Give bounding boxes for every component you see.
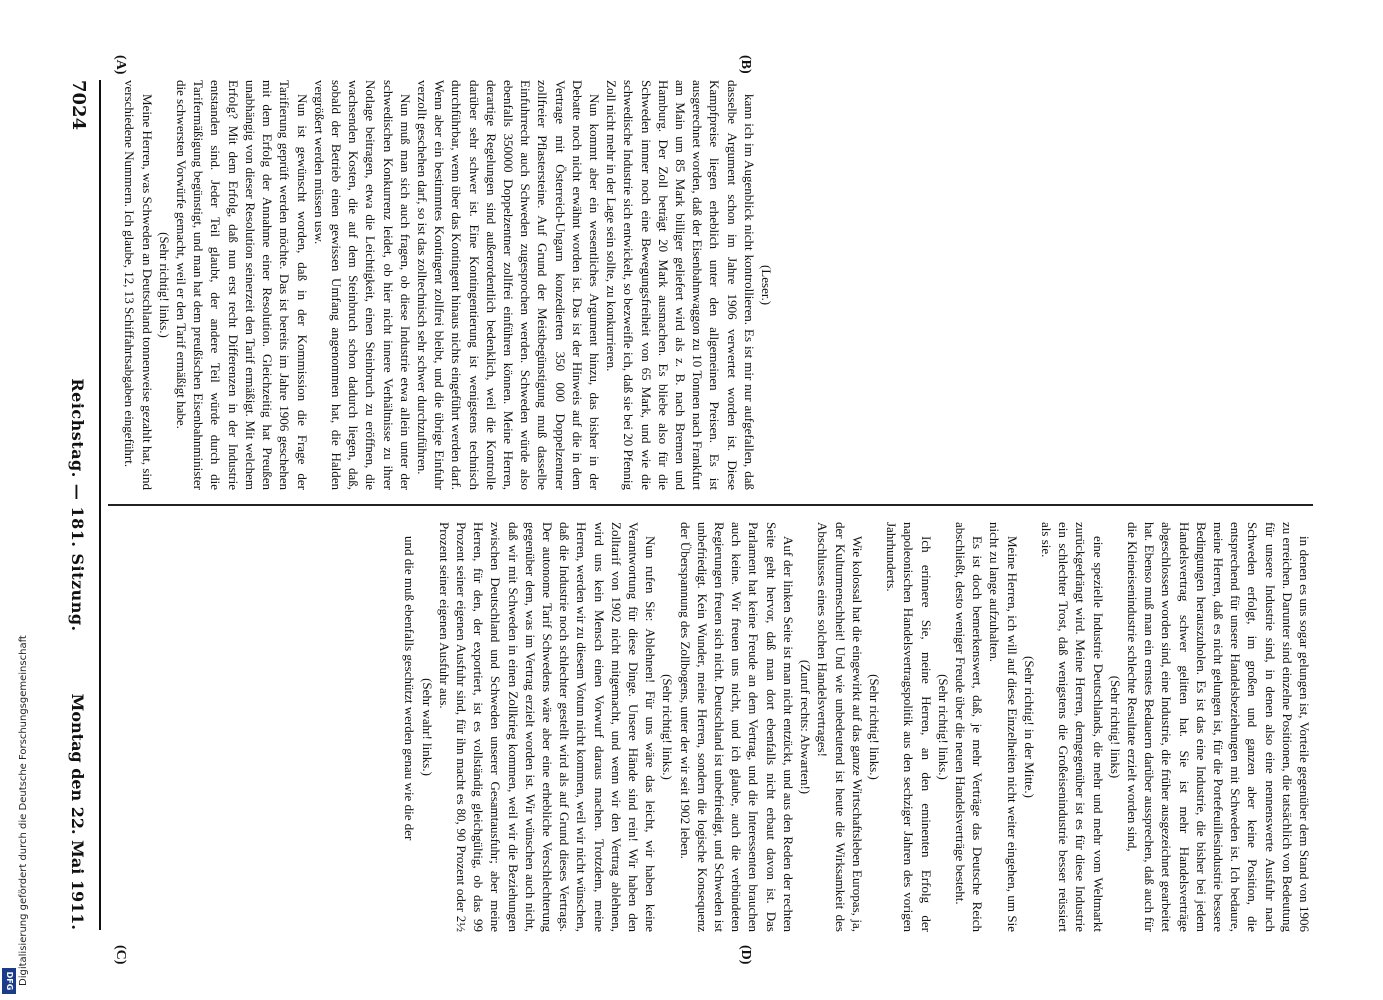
header-rule <box>99 80 101 930</box>
interjection: (Sehr wahr! links.) <box>419 678 435 776</box>
paragraph: Nun kommt aber ein wesentliches Argument hinzu, das bisher in der Debatte noch nicht erwähnt worden ist. Das ist der Hinweis auf die in dem Vertrage mit Österreich-Ungarn konzedierten 350 000 Doppelzentner zollfreier Pflastersteine. Auf Grund der Meistbegünstigung muß dasselbe Einfuhrrecht auch Schweden zugesprochen werden. Schweden würde also ebenfalls 350000 Doppelzentner zollfrei einführen können. Meine Herren, derartige Regelungen sind außerordentlich bedenklich, weil die Kontrolle darüber sehr schwer ist. Eine Kontingentierung ist wenigstens technisch durchführbar, wenn über das Kontingent hinaus nichts eingeführt werden darf. Wenn aber ein bestimmtes Kontingent zollfrei bleibt, und die übrige Einfuhr verzollt geschehen darf, so ist das zolltechnisch sehr schwer durchzuführen. <box>414 80 602 490</box>
dfg-logo-text: DFG <box>5 971 14 991</box>
margin-mark-d: (D) <box>738 945 753 965</box>
interjection: (Sehr richtig! in der Mitte.) <box>1021 656 1037 798</box>
digitization-credit <box>4 610 29 1000</box>
paragraph: kann ich im Augenblick nicht kontrollieren. Es ist mir nur aufgefallen, daß dasselbe Argument schon im Jahre 1906 verwertet worden ist. Diese Kampfpreise liegen erheblich unter den allgemeinen Preisen. Es ist ausgerechnet worden, daß der Eisenbahnwaggon zu 10 Tonnen nach Frankfurt am Main um 85 Mark billiger geliefert wird als z. B. nach Bremen und Hamburg. Der Zoll beträgt 20 Mark ausmachen. Es bliebe also für die Schweden immer noch eine Bewegungsfreiheit von 65 Mark, und wie die schwedische Industrie sich entwickelt, so bezweifle ich, daß sie bei 20 Pfennig Zoll nicht mehr in der Lage sein sollte, zu konkurrieren. <box>604 80 757 490</box>
speaker-tag: (Leser.) <box>759 264 774 306</box>
margin-mark-a: (A) <box>113 55 128 75</box>
page-number: 7024 <box>68 80 89 131</box>
paragraph: Meine Herren, ich will auf diese Einzelheiten nicht weiter eingehen, um Sie nicht zu lange aufzuhalten. <box>987 522 1020 932</box>
paragraph: Meine Herren, was Schweden an Deutschland tonnenweise gezahlt hat, sind verschiedene Nummern. Ich glaube, 12, 13 Schiffahrtsabgaben eingeführt. <box>122 80 155 490</box>
column-divider <box>108 504 1313 506</box>
margin-mark-b: (B) <box>738 55 753 74</box>
paragraph: eine spezielle Industrie Deutschlands, die mehr und mehr vom Weltmarkt zurückgedrängt wird. Meine Herren, demgegenüber ist es für diese Industrie ein schlechter Trost, daß wenigstens die Großeisenindustrie besser reüssiert als sie. <box>1038 522 1106 932</box>
interjection: (Sehr richtig! links.) <box>866 674 882 780</box>
interjection: (Sehr richtig! links.) <box>660 674 676 780</box>
paragraph: in denen es uns sogar gelungen ist, Vorteile gegenüber dem Stand von 1906 zu erreichen. Darunter sind einzelne Positionen, die tatsächlich von Bedeutung für unsere Industrie sind, in denen also eine nennenswerte Ausfuhr nach Schweden erfolgt, im großen und ganzen aber keine Position, die entsprechend für unsere Handelsbeziehungen mit Schweden ist. Ich bedaure, meine Herren, daß es nicht gelungen ist, für die Portefeuillesindustrie bessere Bedingungen herauszuholen. Es ist das eine Industrie, die bisher bei jedem Handelsvertrag schwer gelitten hat. Sie ist mehr Handelsverträge abgeschlossen worden sind, eine Industrie, die früher ausgezeichnet gearbeitet hat. Ebenso muß man ein ernstes Bedauern darüber aussprechen, daß auch für die Kleineisenindustrie schlechte Resultate erzielt worden sind, <box>1124 522 1312 932</box>
paragraph: Nun rufen Sie: Ablehnen! Für uns wäre das leicht, wir haben keine Verantwortung für diese Dinge. Unsere Hände sind rein! Wir haben den Zolltarif von 1902 nicht mitgemacht, und wenn wir den Vertrag ablehnen, wird uns kein Mensch einen Vorwurf daraus machen. Trotzdem, meine Herren, werden wir zu diesem Votum nicht kommen, weil wir nicht wünschen, daß die Industrie noch schlechter gestellt wird als auf Grund dieses Vertrags. Der autonome Tarif Schwedens wäre aber eine erhebliche Verschlechterung gegenüber dem, was im Vertrag erzielt worden ist. Wir wünschen auch nicht, daß wir mit Schweden in einen Zollkrieg kommen, weil wir die Beziehungen zwischen Deutschland und Schweden unserer Gesamtausfuhr; aber meine Herren, für den, der exportiert, ist es vollständig gleichgültig, ob das 99 Prozent seiner eigenen Ausfuhr sind, für ihn macht es 80, 90 Prozent oder 2½ Prozent seiner eigenen Ausfuhr aus. <box>436 522 659 932</box>
running-head: Reichstag. — 181. Sitzung. <box>68 378 87 632</box>
paragraph: Ich erinnere Sie, meine Herren, an den eminenten Erfolg der napoleonischen Handelsvertragspolitik aus den sechziger Jahren des vorigen Jahrhunderts. <box>884 522 934 932</box>
right-text-column <box>108 522 1313 932</box>
margin-mark-c: (C) <box>113 945 128 965</box>
page-header <box>55 80 95 930</box>
interjection: (Sehr richtig! links) <box>1107 675 1123 779</box>
interjection: (Zuruf rechts: Abwarten!) <box>798 659 814 795</box>
interjection: (Sehr richtig! links.) <box>935 674 951 780</box>
paragraph: Es ist doch bemerkenswert, daß, je mehr Verträge das Deutsche Reich abschließt, desto weniger Freude über die neuen Handelsverträge besteht. <box>952 522 986 932</box>
dfg-logo <box>2 968 16 994</box>
interjection: (Sehr richtig! links.) <box>156 232 172 338</box>
paragraph: Wie kolossal hat die eingewirkt auf das ganze Wirtschaftsleben Europas, ja, der Kulturmenschheit! Und wie unbedeutend ist heute die Wirksamkeit des Abschlusses eines solchen Handelsvertrages! <box>815 522 865 932</box>
left-text-column <box>110 80 775 490</box>
paragraph: Auf der linken Seite ist man nicht entzückt, und aus den Reden der rechten Seite geht hervor, daß man dort ebenfalls nicht erbaut davon ist. Das Parlament hat keine Freude an dem Vertrag, und die Interessenten brauchen auch keine. Wir freuen uns nicht, und ich glaube, auch die verbündeten Regierungen freuen sich nicht. Deutschland ist unbefriedigt, und Schweden ist unbefriedigt. Kein Wunder, meine Herren, sondern die logische Konsequenz der Überspannung des Zollbogens, unter der wir seit 1902 leben. <box>677 522 796 932</box>
paragraph: Nun muß man sich auch fragen, ob diese Industrie etwa allein unter der schwedischen Konkurrenz leidet, ob hier nicht innere Verhältnisse zu ihrer Notlage beitragen, etwa die Leichtigkeit, einen Steinbruch zu eröffnen, die wachsenden Kosten, die auf dem Steinbruch schon dadurch liegen, daß, sobald der Betrieb einen gewissen Umfang angenommen hat, die Halden vergrößert werden müssen usw. <box>311 80 413 490</box>
paragraph: Nun ist gewünscht worden, daß in der Kommission die Frage der Tarifierung geprüft werden möchte. Das ist bereits im Jahre 1906 geschehen mit dem Erfolg der Annahme einer Resolution. Gleichzeitig hat Preußen unabhängig von dieser Resolution seinerzeit den Tarif ermäßigt. Mit welchem Erfolg? Mit dem Erfolg, daß nun erst recht Differenzen in der Industrie entstanden sind. Jeder Teil glaubt, der andere Teil würde durch die Tarifermäßigung begünstigt, und man hat dem preußischen Eisenbahnminister die schwersten Vorwürfe gemacht, weil er den Tarif ermäßigt habe. <box>174 80 310 490</box>
credit-text: Digitalisierung gefördert durch die Deutsche Forschungsgemeinschaft <box>18 635 29 986</box>
paragraph: und die muß ebenfalls geschützt werden genau wie die der <box>402 536 418 841</box>
date-line: Montag den 22. Mai 1911. <box>68 693 87 930</box>
